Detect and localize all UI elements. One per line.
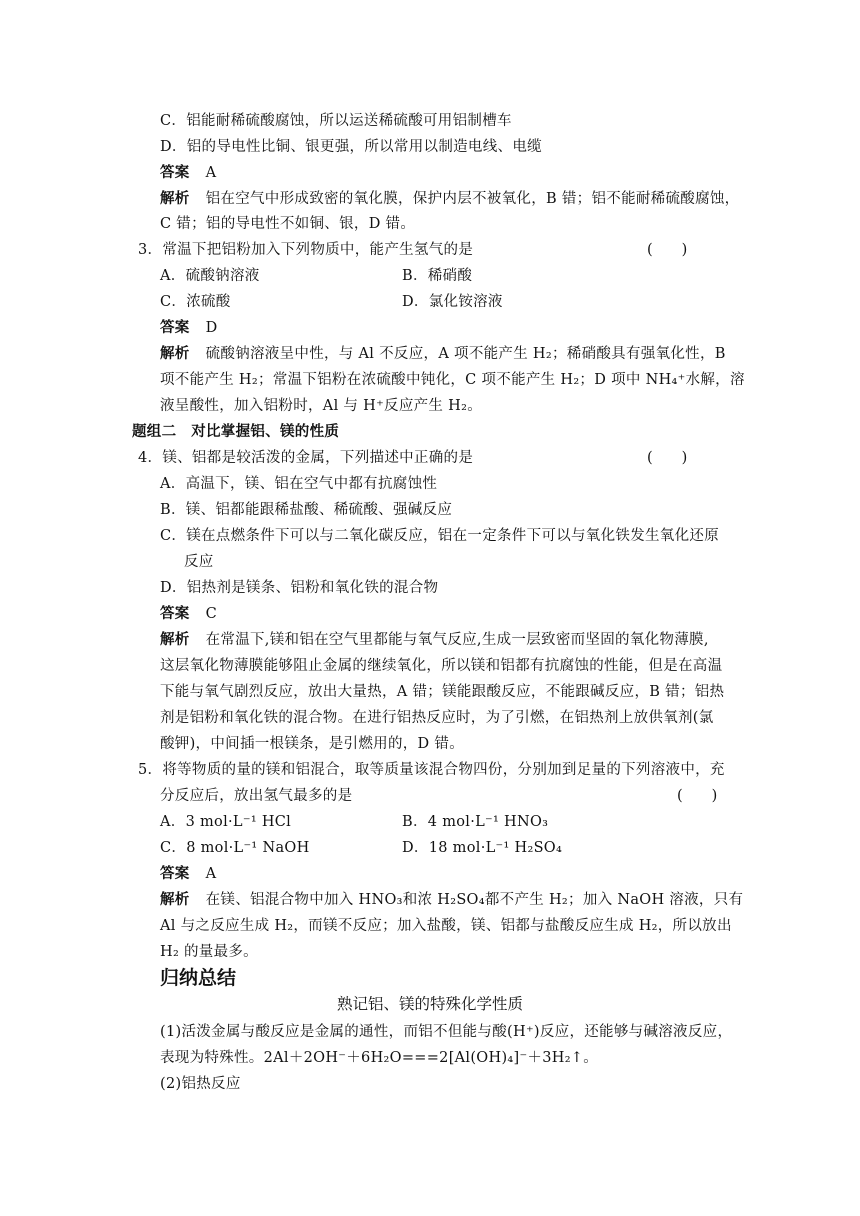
summary-point1-line2: 表现为特殊性。2Al＋2OH⁻＋6H₂O===2[Al(OH)₄]⁻＋3H₂↑。 xyxy=(160,1050,599,1066)
q2-option-c: C．铝能耐稀硫酸腐蚀，所以运送稀硫酸可用铝制槽车 xyxy=(160,113,512,129)
q4-answer xyxy=(160,604,217,624)
q5-explanation-line1 xyxy=(160,890,743,910)
explanation-label: 解析 xyxy=(160,891,190,908)
summary-title: 熟记铝、镁的特殊化学性质 xyxy=(336,995,523,1013)
answer-value: A xyxy=(205,165,217,181)
q5-stem-line1: 5．将等物质的量的镁和铝混合，取等质量该混合物四份，分别加到足量的下列溶液中，充 xyxy=(138,762,725,778)
q5-option-c: C．8 mol·L⁻¹ NaOH xyxy=(160,840,310,856)
q2-option-d: D．铝的导电性比铜、银更强，所以常用以制造电线、电缆 xyxy=(160,139,542,155)
q4-explanation-line3: 下能与氧气剧烈反应，放出大量热，A 错；镁能跟酸反应，不能跟碱反应，B 错；铝热 xyxy=(160,684,725,700)
summary-point1-line1: (1)活泼金属与酸反应是金属的通性，而铝不但能与酸(H⁺)反应，还能够与碱溶液反应， xyxy=(160,1024,733,1040)
q3-option-d: D．氯化铵溶液 xyxy=(402,294,503,310)
q3-option-a: A．硫酸钠溶液 xyxy=(160,268,260,284)
q3-explanation-line1 xyxy=(160,344,726,364)
answer-value: A xyxy=(205,866,217,882)
answer-label: 答案 xyxy=(160,319,190,336)
q3-explanation-line3: 液呈酸性，加入铝粉时，Al 与 H⁺反应产生 H₂。 xyxy=(160,398,482,414)
q4-explanation-line2: 这层氧化物薄膜能够阻止金属的继续氧化，所以镁和铝都有抗腐蚀的性能，但是在高温 xyxy=(160,658,723,674)
explanation-label: 解析 xyxy=(160,631,190,648)
answer-value: C xyxy=(205,606,218,622)
explanation-label: 解析 xyxy=(160,190,190,207)
q3-stem: 3．常温下把铝粉加入下列物质中，能产生氢气的是 xyxy=(138,242,474,258)
q5-stem-line2: 分反应后，放出氢气最多的是 xyxy=(160,788,353,804)
group-heading: 题组二 对比掌握铝、镁的性质 xyxy=(132,424,340,440)
q5-answer-paren: ( ) xyxy=(677,788,718,804)
q5-explanation-line2: Al 与之反应生成 H₂，而镁不反应；加入盐酸，镁、铝都与盐酸反应生成 H₂，所以放出 xyxy=(160,918,732,934)
q4-option-c-line1: C．镁在点燃条件下可以与二氧化碳反应，铝在一定条件下可以与氧化铁发生氧化还原 xyxy=(160,528,719,544)
q5-option-a: A．3 mol·L⁻¹ HCl xyxy=(160,814,292,830)
explanation-label: 解析 xyxy=(160,345,190,362)
q3-explanation-line2: 项不能产生 H₂；常温下铝粉在浓硫酸中钝化，C 项不能产生 H₂；D 项中 NH₄⁺水解，溶 xyxy=(160,372,745,388)
answer-label: 答案 xyxy=(160,865,190,882)
q3-answer-paren: ( ) xyxy=(647,242,688,258)
q4-stem: 4．镁、铝都是较活泼的金属，下列描述中正确的是 xyxy=(138,450,474,466)
explanation-text: 铝在空气中形成致密的氧化膜，保护内层不被氧化，B 错；铝不能耐稀硫酸腐蚀， xyxy=(205,191,740,207)
q4-option-a: A．高温下，镁、铝在空气中都有抗腐蚀性 xyxy=(160,476,438,492)
explanation-text: 硫酸钠溶液呈中性，与 Al 不反应，A 项不能产生 H₂；稀硝酸具有强氧化性，B xyxy=(205,346,726,362)
explanation-text: 在常温下,镁和铝在空气里都能与氧气反应,生成一层致密而坚固的氧化物薄膜, xyxy=(205,632,709,648)
answer-label: 答案 xyxy=(160,605,190,622)
q4-explanation-line1 xyxy=(160,630,709,650)
explanation-text: 在镁、铝混合物中加入 HNO₃和浓 H₂SO₄都不产生 H₂；加入 NaOH 溶液，只有 xyxy=(205,892,744,908)
q4-option-d: D．铝热剂是镁条、铝粉和氧化铁的混合物 xyxy=(160,580,439,596)
q4-option-c-line2: 反应 xyxy=(184,554,214,570)
q5-option-b: B．4 mol·L⁻¹ HNO₃ xyxy=(402,814,549,830)
answer-label: 答案 xyxy=(160,164,190,181)
q3-option-c: C．浓硫酸 xyxy=(160,294,231,310)
q4-explanation-line4: 剂是铝粉和氧化铁的混合物。在进行铝热反应时，为了引燃，在铝热剂上放供氧剂(氯 xyxy=(160,710,714,726)
q3-answer xyxy=(160,318,218,338)
q2-answer xyxy=(160,163,216,183)
summary-heading: 归纳总结 xyxy=(160,967,237,989)
q2-explanation-line1 xyxy=(160,189,739,209)
q2-explanation-line2: C 错；铝的导电性不如铜、银，D 错。 xyxy=(160,216,416,232)
q4-answer-paren: ( ) xyxy=(647,450,688,466)
q5-answer xyxy=(160,864,216,884)
q4-option-b: B．镁、铝都能跟稀盐酸、稀硫酸、强碱反应 xyxy=(160,502,453,518)
summary-point2: (2)铝热反应 xyxy=(160,1076,241,1092)
answer-value: D xyxy=(205,320,218,336)
q5-explanation-line3: H₂ 的量最多。 xyxy=(160,944,258,960)
q5-option-d: D．18 mol·L⁻¹ H₂SO₄ xyxy=(402,840,563,856)
q4-explanation-line5: 酸钾)，中间插一根镁条，是引燃用的，D 错。 xyxy=(160,736,464,752)
q3-option-b: B．稀硝酸 xyxy=(402,268,473,284)
